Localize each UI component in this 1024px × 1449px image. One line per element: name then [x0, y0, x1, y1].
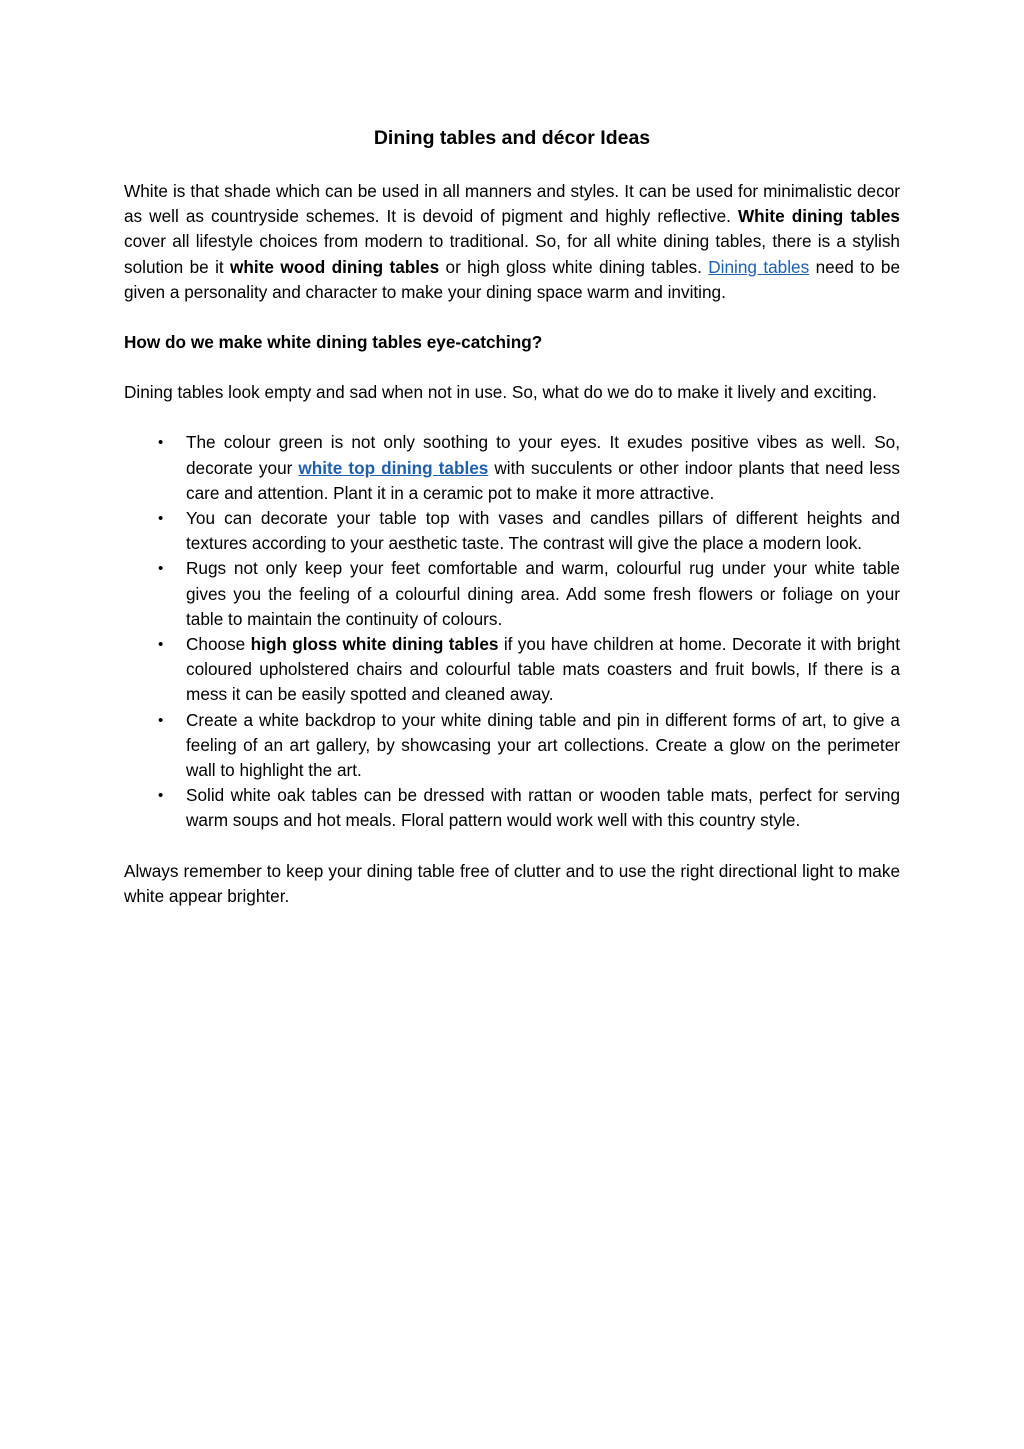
tip-text-4a: Choose	[186, 634, 251, 655]
list-item	[124, 783, 900, 833]
bullet-icon: •	[158, 560, 164, 578]
white-top-dining-tables-link[interactable]: white top dining tables	[298, 457, 489, 478]
tip-text-1b: with succulents or other indoor plants that need less care and attention. Plant it in a ceramic pot to make it more attractive.	[186, 457, 900, 503]
tip-text-5: Create a white backdrop to your white dining table and pin in different forms of art, to give a feeling of an art gallery, by showcasing your art collections. Create a glow on the perimeter wall to highlight the art.	[186, 709, 900, 781]
closing-paragraph: Always remember to keep your dining table free of clutter and to use the right directional light to make white appear brighter.	[124, 860, 900, 906]
document-page	[124, 124, 900, 909]
bullet-icon: •	[158, 434, 164, 452]
tip-bold-high-gloss: high gloss white dining tables	[250, 634, 499, 655]
tip-text-4b: if you have children at home. Decorate it with bright coloured upholstered chairs and colourful table mats coasters and fruit bowls, If there is a mess it can be easily spotted and cleaned away.	[186, 634, 900, 705]
list-item	[124, 708, 900, 784]
bullet-icon: •	[158, 711, 164, 729]
bullet-icon: •	[158, 787, 164, 805]
intro-bold-white-dining-tables: White dining tables	[737, 206, 900, 227]
list-item	[124, 632, 900, 708]
tip-text-2: You can decorate your table top with vases and candles pillars of different heights and textures according to your aesthetic taste. The contrast will give the place a modern look.	[186, 508, 900, 554]
list-item	[124, 430, 900, 506]
tips-list	[124, 430, 900, 833]
intro-paragraph	[124, 179, 900, 305]
document-title: Dining tables and décor Ideas	[373, 127, 651, 149]
bullet-icon: •	[158, 636, 164, 654]
tip-text-3: Rugs not only keep your feet comfortable and warm, colourful rug under your white table gives you the feeling of a colourful dining area. Add some fresh flowers or foliage on your table to maintain the continuity of colours.	[186, 558, 900, 629]
intro-text-1: White is that shade which can be used in all manners and styles. It can be used for minimalistic decor as well as countryside schemes. It is devoid of pigment and highly reflective.	[124, 181, 900, 227]
bullet-icon: •	[158, 510, 164, 528]
list-item	[124, 556, 900, 632]
intro-text-3: or high gloss white dining tables.	[439, 256, 709, 277]
list-item	[124, 506, 900, 556]
intro-bold-white-wood-dining-tables: white wood dining tables	[230, 256, 440, 277]
tip-text-1a: The colour green is not only soothing to your eyes. It exudes positive vibes as well. So, decorate your	[186, 432, 900, 478]
lead-paragraph: Dining tables look empty and sad when not in use. So, what do we do to make it lively and exciting.	[124, 382, 877, 403]
tip-text-6: Solid white oak tables can be dressed with rattan or wooden table mats, perfect for serving warm soups and hot meals. Floral pattern would work well with this country style.	[186, 785, 900, 831]
section-heading: How do we make white dining tables eye-catching?	[124, 332, 543, 353]
dining-tables-link[interactable]: Dining tables	[708, 256, 810, 277]
intro-text-4: need to be given a personality and character to make your dining space warm and inviting.	[124, 256, 900, 302]
intro-text-2: cover all lifestyle choices from modern to traditional. So, for all white dining tables, there is a stylish solution be it	[124, 231, 900, 277]
